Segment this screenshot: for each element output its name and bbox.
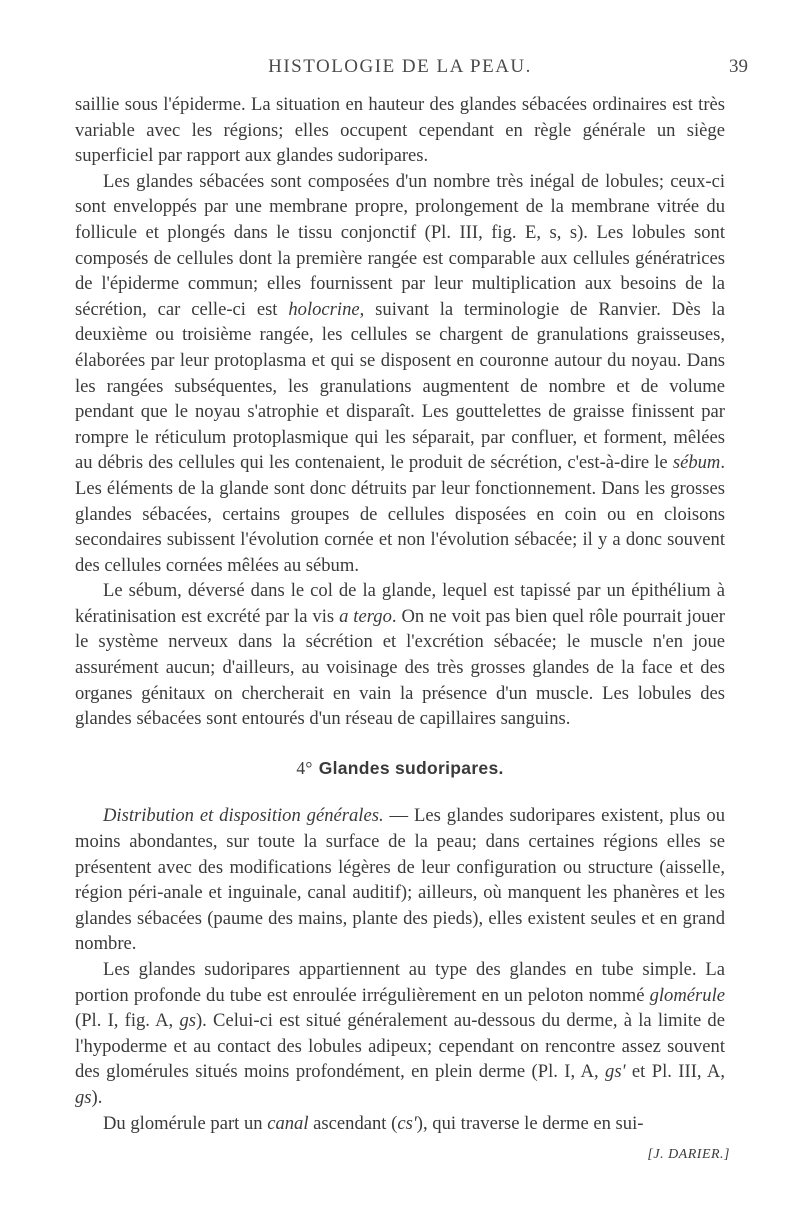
paragraph-text: , suivant la terminologie de Ranvier. Dès la deuxième ou troisième rangée, les cellules se chargent de granulations graisseuses, élaborées par leur protoplasma et qui se disposent en couronne autour du noyau. Dans les rangées subséquentes, les granulations augmentent de nombre et de volume pendant que le noyau s'atrophie et disparaît. Les gouttelettes de graisse finissent par rompre le réticulum protoplasmique qui les séparait, par confluer, et forment, mêlées au débris des cellules qui les contenaient, le produit de sécrétion, c'est-à-dire le bbox=[75, 298, 725, 474]
running-title: HISTOLOGIE DE LA PEAU. bbox=[268, 56, 532, 77]
paragraph-sebaceous-position bbox=[75, 92, 725, 169]
paragraph-text: ). bbox=[91, 1086, 103, 1108]
paragraph-text: Le sébum, déversé dans le col de la glande, lequel est tapissé par un épithélium à kératinisation est excrété par la vis bbox=[75, 580, 725, 627]
paragraph-sebum-excretion bbox=[75, 578, 725, 732]
subsection-title: Distribution et disposition générales. bbox=[103, 805, 384, 827]
paragraph-text: Du glomérule part un bbox=[103, 1112, 268, 1134]
page-number: 39 bbox=[729, 56, 748, 77]
paragraph-text: Les glandes sudoripares appartiennent au type des glandes en tube simple. La portion profonde du tube est enroulée irrégulièrement en un peloton nommé bbox=[75, 959, 725, 1006]
paragraph-text: et Pl. III, A, bbox=[625, 1061, 725, 1083]
paragraph-text: ascendant ( bbox=[308, 1112, 398, 1134]
paragraph-text: . Les éléments de la glande sont donc détruits par leur fonctionnement. Dans les grosses glandes sébacées, certains groupes de cellules disposées en coin ou en cloisons secondaires subissent l'évolution cornée et non l'évolution sébacée; il y a donc souvent des cellules cornées mêlées au sébum. bbox=[75, 452, 725, 576]
paragraph-sebaceous-structure bbox=[75, 169, 725, 579]
paragraph-text: (Pl. I, fig. A, bbox=[75, 1010, 180, 1032]
term-canal: canal bbox=[267, 1112, 309, 1134]
paragraph-text: ), qui traverse le derme en sui- bbox=[416, 1112, 644, 1134]
term-glomerule: glomérule bbox=[649, 984, 725, 1006]
figure-ref-gs-prime: gs' bbox=[605, 1061, 626, 1083]
body-text bbox=[75, 92, 725, 1136]
paragraph-canal bbox=[75, 1111, 725, 1137]
term-a-tergo: a tergo bbox=[339, 605, 392, 627]
paragraph-text: . On ne voit pas bien quel rôle pourrait jouer le système nerveux dans la sécrétion et l'excrétion sébacée; le muscle n'en joue assurément aucun; d'ailleurs, au voisinage des très grosses glandes de la face et des organes génitaux on chercherait en vain la présence d'un muscle. Les lobules des glandes sébacées sont entourés d'un réseau de capillaires sanguins. bbox=[75, 605, 726, 730]
running-head bbox=[0, 50, 800, 80]
figure-ref-gs: gs bbox=[179, 1010, 196, 1032]
paragraph-glomerule bbox=[75, 957, 725, 1111]
paragraph-text: saillie sous l'épiderme. La situation en hauteur des glandes sébacées ordinaires est très variable avec les régions; elles occupent cependant en règle générale un siège superficiel par rapport aux glandes sudoripares. bbox=[75, 94, 725, 167]
printer-mark: [J. DARIER.] bbox=[647, 1147, 730, 1162]
term-holocrine: holocrine bbox=[288, 298, 360, 320]
section-number: 4° bbox=[296, 757, 313, 778]
figure-ref-gs: gs bbox=[75, 1086, 92, 1108]
paragraph-distribution bbox=[75, 803, 725, 957]
paragraph-text: Les glandes sébacées sont composées d'un nombre très inégal de lobules; ceux-ci sont enveloppés par une membrane propre, prolongement de la membrane vitrée du follicule et plongés dans le tissu conjonctif (Pl. III, fig. E, s, s). Les lobules sont composés de cellules dont la première rangée est comparable aux cellules génératrices de l'épiderme commun; elles fournissent par leur multiplication aux besoins de la sécrétion, car celle-ci est bbox=[75, 170, 725, 320]
section-heading bbox=[75, 756, 725, 782]
paragraph-text: — Les glandes sudoripares existent, plus ou moins abondantes, sur toute la surface de la peau; dans certaines régions elles se présentent avec des modifications légères de leur configuration ou structure (aisselle, région péri-anale et inguinale, canal auditif); ailleurs, où manquent les phanères et les glandes sébacées (paume des mains, plante des pieds), elles existent seules et en grand nombre. bbox=[75, 805, 725, 955]
figure-ref-cs: cs' bbox=[397, 1112, 417, 1134]
section-title: Glandes sudoripares. bbox=[318, 757, 504, 778]
term-sebum: sébum bbox=[672, 452, 721, 474]
paragraph-text: ). Celui-ci est situé généralement au-dessous du derme, à la limite de l'hypoderme et au contact des lobules adipeux; cependant on rencontre assez souvent des glomérules situés moins profondément, en plein derme (Pl. I, A, bbox=[75, 1010, 725, 1083]
